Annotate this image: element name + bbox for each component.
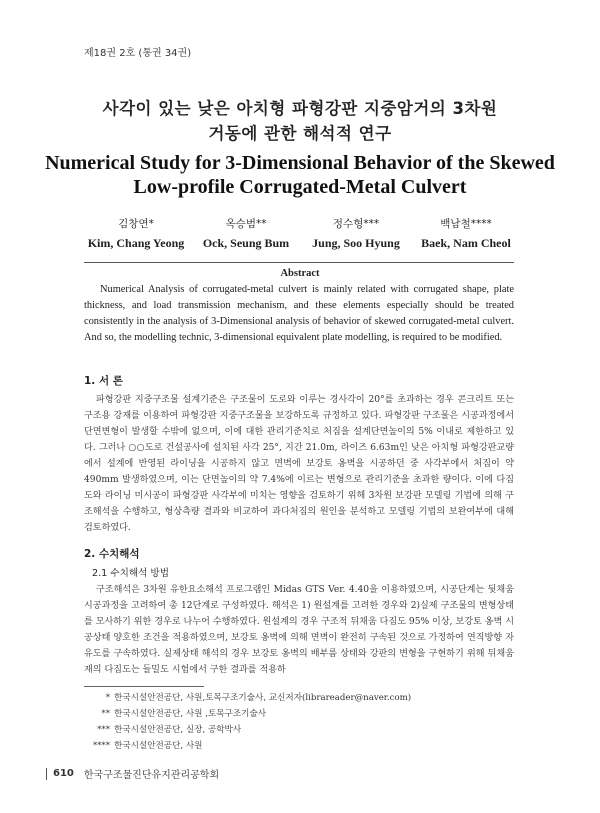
author-ko: 백남철**** xyxy=(440,218,492,230)
footnote-mark: ** xyxy=(101,709,110,719)
abstract-text: Numerical Analysis of corrugated-metal culvert is mainly related with corrugated shape, plate thickness, and load transmission mechanism, and these elements especially should be treated consistently in the analysis of 3-Dimensional analysis of behavior of skewed corrugated-metal culvert. And so, the modelling technic, 3-dimensional equivalent plate modelling, is required to be modified. xyxy=(84,284,514,343)
author-en: Ock, Seung Bum xyxy=(202,236,290,250)
footnote-mark: *** xyxy=(97,725,110,735)
footnote-rule xyxy=(84,686,204,687)
author-en: Jung, Soo Hyung xyxy=(312,236,400,250)
footnotes xyxy=(84,690,514,754)
footnote-text: 한국시설안전공단, 사원,토목구조기술사, 교신저자(librareader@naver.com) xyxy=(114,693,412,703)
footnote-item xyxy=(84,706,514,722)
author-en: Baek, Nam Cheol xyxy=(421,236,511,250)
korean-title-line-2: 거동에 관한 해석적 연구 xyxy=(208,124,392,143)
numerical-analysis-paragraph: 구조해석은 3차원 유한요소해석 프로그램인 Midas GTS Ver. 4.40을 이용하였으며, 시공단계는 뒷채움 시공과정을 고려하여 총 12단계로 구성하였다. 해석은 1) 원설계를 고려한 경우와 2)실제 구조물의 변형상태를 모사하기 위한 경우로 나누어 수행하였다. 원설계의 경우 구조적 뒤채움 다짐도 95% 이상, 보강토 옹벽 시공상태 양호한 조건을 적용하였으며, 보강토 옹벽에 의해 면벽이 완전히 구속된 것으로 가정하여 연직방향 자유도를 구속하였다. 실제상태 해석의 경우 보강토 옹벽의 배부름 상태와 강판의 변형을 구현하기 위해 뒤채움재의 다짐도는 들밀도 시험에서 구한 결과를 적용하 xyxy=(84,585,514,675)
divider-rule xyxy=(84,262,514,263)
introduction-paragraph: 파형강판 지중구조물 설계기준은 구조물이 도로와 이루는 경사각이 20°를 초과하는 경우 콘크리트 또는 구조용 강재를 이용하여 파형강판 지중구조물을 보강하도록 규정하고 있다. 파형강판 구조물은 시공과정에서 단면변형이 발생할 수밖에 없으며, 이에 대한 관리기준치로 처짐을 설계단면높이의 5% 이내로 제한하고 있다. 그러나 ○○도로 건설공사에 설치된 사각 25°, 지간 21.0m, 라이즈 6.63m인 낮은 아치형 파형강판교량에서 설계에 반영된 라이닝을 시공하지 않고 면벽에 보강토 옹벽을 시공하던 중 사각부에서 처짐이 약 490mm 발생하였으며, 이는 단면높이의 약 7.4%에 이르는 변형으로 관리기준을 초과한 량이다. 이에 다짐도와 라이닝 미시공이 파형강판 사각부에 미치는 영향을 검토하기 위해 3차원 보강판 모델링 기법에 의해 구조해석을 수행하고, 형상측량 결과와 비교하여 과다처짐의 원인을 분석하고 모델링 기법의 보완여부에 대해 검토하였다. xyxy=(84,395,514,533)
author-names-korean xyxy=(86,216,516,231)
author-names-english xyxy=(86,236,516,251)
section-heading-numerical-analysis: 2. 수치해석 xyxy=(84,548,140,560)
english-title-line-2: Low-profile Corrugated-Metal Culvert xyxy=(133,176,467,198)
footnote-item xyxy=(84,690,514,706)
page-footer xyxy=(46,766,219,781)
footnote-item xyxy=(84,738,514,754)
footnote-text: 한국시설안전공단, 사원 xyxy=(114,741,203,751)
footnote-text: 한국시설안전공단, 사원 ,토목구조기술사 xyxy=(114,709,267,719)
abstract-heading: Abstract xyxy=(280,268,320,279)
running-header: 제18권 2호 (통권 34권) xyxy=(84,48,192,59)
footnote-item xyxy=(84,722,514,738)
author-ko: 정수형*** xyxy=(332,218,380,230)
author-en: Kim, Chang Yeong xyxy=(87,236,185,250)
section-heading-introduction: 1. 서 론 xyxy=(84,375,123,387)
footnote-mark: * xyxy=(105,693,110,703)
footer-bar xyxy=(46,768,47,780)
author-ko: 김창연* xyxy=(118,218,154,230)
english-title-line-1: Numerical Study for 3-Dimensional Behavior of the Skewed xyxy=(45,152,555,174)
korean-title-line-1: 사각이 있는 낮은 아치형 파형강판 지중암거의 3차원 xyxy=(102,99,498,118)
footnote-text: 한국시설안전공단, 실장, 공학박사 xyxy=(114,725,242,735)
author-ko: 옥승범** xyxy=(225,218,267,230)
subsection-heading: 2.1 수치해석 방법 xyxy=(92,568,169,579)
footnote-mark: **** xyxy=(92,741,110,751)
page-number: 610 xyxy=(53,768,74,779)
publisher-name: 한국구조물진단유지관리공학회 xyxy=(83,770,220,781)
